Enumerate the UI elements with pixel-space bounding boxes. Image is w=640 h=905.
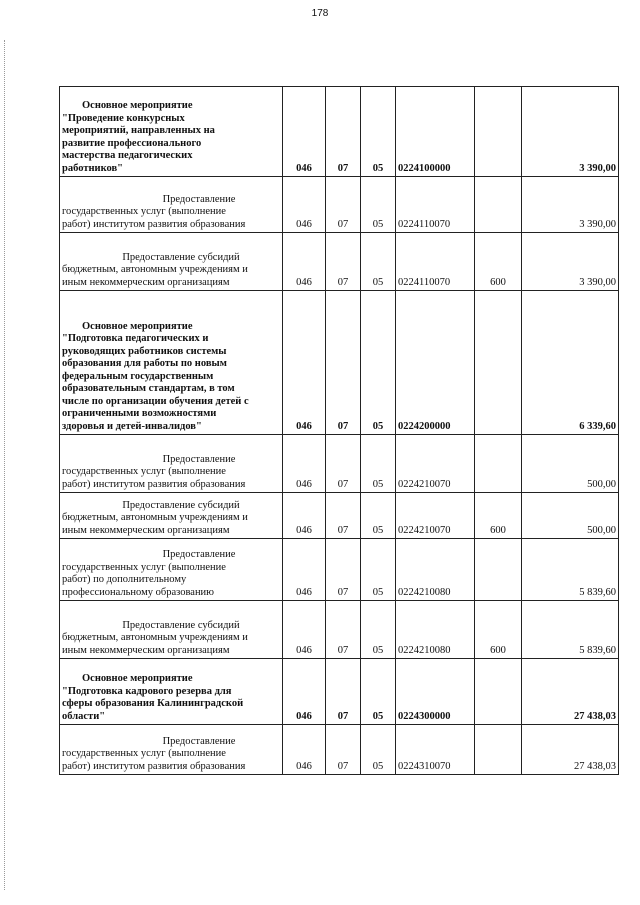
cell-amount: 500,00 xyxy=(522,493,619,539)
cell-target-code: 0224210080 xyxy=(396,601,475,659)
cell-ministry: 046 xyxy=(283,87,326,177)
cell-name-line: иным некоммерческим организациям xyxy=(62,524,230,536)
cell-name-line: государственных услуг (выполнение xyxy=(62,466,226,477)
cell-name xyxy=(60,539,283,601)
cell-ministry: 046 xyxy=(283,233,326,291)
cell-ministry: 046 xyxy=(283,291,326,435)
cell-name-line: федеральным государственным xyxy=(62,370,214,382)
cell-name xyxy=(60,493,283,539)
table-row xyxy=(60,725,619,775)
cell-name xyxy=(60,177,283,233)
cell-name-line: развитие профессионального xyxy=(62,137,202,149)
cell-name-line: работников" xyxy=(62,162,123,174)
cell-subsection: 05 xyxy=(361,291,396,435)
cell-name-line: сферы образования Калининградской xyxy=(62,698,244,709)
cell-amount: 6 339,60 xyxy=(522,291,619,435)
cell-section: 07 xyxy=(326,291,361,435)
cell-target-code: 0224310070 xyxy=(396,725,475,775)
budget-table xyxy=(59,86,619,775)
cell-section: 07 xyxy=(326,435,361,493)
cell-target-code: 0224200000 xyxy=(396,291,475,435)
cell-expense-type xyxy=(475,725,522,775)
table-row xyxy=(60,177,619,233)
cell-name-line: Предоставление субсидий xyxy=(122,251,240,263)
cell-amount: 500,00 xyxy=(522,435,619,493)
cell-name-line: государственных услуг (выполнение xyxy=(62,748,226,759)
cell-target-code: 0224300000 xyxy=(396,659,475,725)
cell-name-line: Основное мероприятие xyxy=(82,320,193,332)
cell-name-line: иным некоммерческим организациям xyxy=(62,644,230,656)
cell-name-line: работ) институтом развития образования xyxy=(62,478,246,490)
cell-ministry: 046 xyxy=(283,493,326,539)
cell-target-code: 0224110070 xyxy=(396,233,475,291)
page-number: 178 xyxy=(311,8,329,19)
cell-name-line: Предоставление xyxy=(162,453,236,465)
cell-ministry: 046 xyxy=(283,435,326,493)
cell-name-line: "Подготовка педагогических и xyxy=(62,333,209,344)
cell-name xyxy=(60,291,283,435)
cell-name-line: образования для работы по новым xyxy=(62,358,227,369)
cell-section: 07 xyxy=(326,493,361,539)
cell-section: 07 xyxy=(326,659,361,725)
cell-name-line: числе по организации обучения детей с xyxy=(62,395,249,407)
cell-name-line: ограниченными возможностями xyxy=(62,408,217,419)
cell-name-line: бюджетным, автономным учреждениям и xyxy=(62,264,248,275)
cell-expense-type: 600 xyxy=(475,493,522,539)
cell-name-line: работ) институтом развития образования xyxy=(62,218,246,230)
cell-ministry: 046 xyxy=(283,725,326,775)
cell-name-line: Основное мероприятие xyxy=(82,100,193,111)
cell-subsection: 05 xyxy=(361,601,396,659)
table-row-main-activity xyxy=(60,87,619,177)
table-row xyxy=(60,601,619,659)
cell-name-line: работ) по дополнительному xyxy=(62,574,187,585)
cell-target-code: 0224210070 xyxy=(396,435,475,493)
cell-section: 07 xyxy=(326,539,361,601)
cell-name xyxy=(60,233,283,291)
cell-name xyxy=(60,659,283,725)
cell-name-line: образовательным стандартам, в том xyxy=(62,383,235,394)
cell-expense-type: 600 xyxy=(475,601,522,659)
cell-name-line: бюджетным, автономным учреждениям и xyxy=(62,512,248,523)
cell-subsection: 05 xyxy=(361,725,396,775)
cell-name-line: государственных услуг (выполнение xyxy=(62,206,226,217)
cell-name-line: Предоставление субсидий xyxy=(122,619,240,631)
cell-expense-type xyxy=(475,87,522,177)
cell-name-line: Предоставление субсидий xyxy=(122,499,240,511)
cell-subsection: 05 xyxy=(361,493,396,539)
cell-amount: 3 390,00 xyxy=(522,177,619,233)
cell-ministry: 046 xyxy=(283,659,326,725)
cell-name-line: Предоставление xyxy=(162,193,236,205)
cell-name-line: профессиональному образованию xyxy=(62,586,215,598)
cell-target-code: 0224110070 xyxy=(396,177,475,233)
cell-subsection: 05 xyxy=(361,87,396,177)
cell-amount: 5 839,60 xyxy=(522,539,619,601)
cell-amount: 27 438,03 xyxy=(522,725,619,775)
cell-name xyxy=(60,725,283,775)
cell-target-code: 0224210070 xyxy=(396,493,475,539)
cell-subsection: 05 xyxy=(361,435,396,493)
cell-name-line: мастерства педагогических xyxy=(62,150,193,161)
cell-name-line: бюджетным, автономным учреждениям и xyxy=(62,632,248,643)
cell-section: 07 xyxy=(326,87,361,177)
cell-name-line: государственных услуг (выполнение xyxy=(62,561,226,573)
cell-expense-type xyxy=(475,659,522,725)
cell-expense-type: 600 xyxy=(475,233,522,291)
cell-ministry: 046 xyxy=(283,601,326,659)
cell-expense-type xyxy=(475,177,522,233)
cell-ministry: 046 xyxy=(283,177,326,233)
cell-target-code: 0224210080 xyxy=(396,539,475,601)
cell-name-line: области" xyxy=(62,710,106,722)
cell-amount: 3 390,00 xyxy=(522,233,619,291)
cell-section: 07 xyxy=(326,725,361,775)
table-row xyxy=(60,539,619,601)
table-row xyxy=(60,435,619,493)
cell-name-line: "Проведение конкурсных xyxy=(62,112,185,124)
cell-subsection: 05 xyxy=(361,539,396,601)
cell-section: 07 xyxy=(326,233,361,291)
cell-name-line: руководящих работников системы xyxy=(62,345,227,357)
cell-name-line: "Подготовка кадрового резерва для xyxy=(62,685,232,697)
cell-amount: 3 390,00 xyxy=(522,87,619,177)
table-row-main-activity xyxy=(60,659,619,725)
cell-name-line: мероприятий, направленных на xyxy=(62,125,215,136)
table-row xyxy=(60,493,619,539)
cell-name xyxy=(60,601,283,659)
cell-expense-type xyxy=(475,435,522,493)
cell-target-code: 0224100000 xyxy=(396,87,475,177)
cell-expense-type xyxy=(475,539,522,601)
cell-name-line: работ) институтом развития образования xyxy=(62,760,246,772)
cell-subsection: 05 xyxy=(361,233,396,291)
cell-name-line: Предоставление xyxy=(162,735,236,747)
cell-subsection: 05 xyxy=(361,659,396,725)
cell-subsection: 05 xyxy=(361,177,396,233)
scan-margin-marks xyxy=(4,40,7,890)
cell-name-line: Основное мероприятие xyxy=(82,673,193,684)
cell-ministry: 046 xyxy=(283,539,326,601)
cell-expense-type xyxy=(475,291,522,435)
cell-name-line: Предоставление xyxy=(162,549,236,560)
cell-section: 07 xyxy=(326,601,361,659)
cell-name-line: здоровья и детей-инвалидов" xyxy=(62,420,202,432)
table-row-main-activity xyxy=(60,291,619,435)
cell-name xyxy=(60,435,283,493)
cell-amount: 27 438,03 xyxy=(522,659,619,725)
table-row xyxy=(60,233,619,291)
cell-name xyxy=(60,87,283,177)
cell-name-line: иным некоммерческим организациям xyxy=(62,276,230,288)
cell-section: 07 xyxy=(326,177,361,233)
cell-amount: 5 839,60 xyxy=(522,601,619,659)
